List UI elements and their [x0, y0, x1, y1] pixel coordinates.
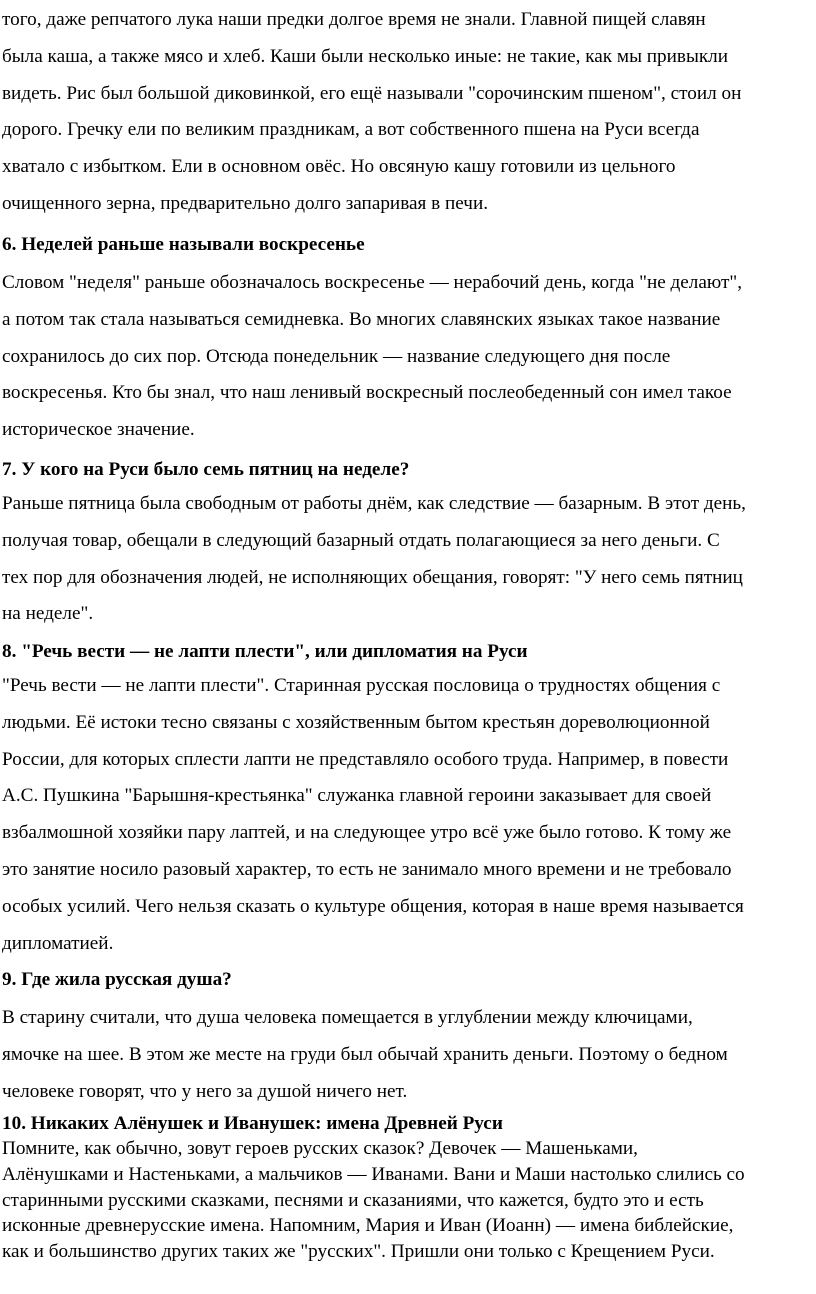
text-line: "Речь вести — не лапти плести". Старинная русская пословица о трудностях общения с: [2, 675, 721, 696]
section-8-paragraph: [2, 668, 814, 962]
text-line: людьми. Её истоки тесно связаны с хозяйственным бытом крестьян дореволюционной: [2, 711, 710, 733]
section-10-paragraph: [2, 1136, 814, 1265]
section-6-paragraph: [2, 265, 814, 449]
text-line: историческое значение.: [2, 419, 195, 441]
text-line: старинными русскими сказками, песнями и сказаниями, что кажется, будто это и есть: [2, 1189, 704, 1211]
text-line: очищенного зерна, предварительно долго запаривая в печи.: [2, 192, 489, 214]
section-8-heading: 8. "Речь вести — не лапти плести", или дипломатия на Руси: [2, 641, 528, 662]
text-line: Раньше пятница была свободным от работы днём, как следствие — базарным. В этот день,: [2, 493, 746, 514]
section-7-paragraph: [2, 486, 814, 633]
text-line: хватало с избытком. Ели в основном овёс. Но овсяную кашу готовили из цельного: [2, 156, 676, 178]
text-line: Помните, как обычно, зовут героев русских сказок? Девочек — Машеньками,: [2, 1138, 638, 1159]
text-line: А.С. Пушкина "Барышня-крестьянка" служанка главной героини заказывает для своей: [2, 785, 712, 807]
text-line: исконные древнерусские имена. Напомним, Мария и Иван (Иоанн) — имена библейские,: [2, 1215, 734, 1237]
text-line: как и большинство других таких же "русских". Пришли они только с Крещением Руси.: [2, 1241, 715, 1263]
section-9-heading: 9. Где жила русская душа?: [2, 969, 232, 990]
section-7-heading: 7. У кого на Руси было семь пятниц на неделе?: [2, 459, 410, 480]
text-line: воскресенья. Кто бы знал, что наш ленивый воскресный послеобеденный сон имел такое: [2, 382, 732, 404]
text-line: тех пор для обозначения людей, не исполняющих обещания, говорят: "У него семь пятниц: [2, 566, 743, 588]
text-line: видеть. Рис был большой диковинкой, его ещё называли "сорочинским пшеном", стоил он: [2, 82, 742, 104]
text-line: Словом "неделя" раньше обозначалось воскресенье — нерабочий день, когда "не делают",: [2, 272, 742, 293]
text-line: дорого. Гречку ели по великим праздникам, а вот собственного пшена на Руси всегда: [2, 119, 700, 141]
text-line: это занятие носило разовый характер, то есть не занимало много времени и не требовало: [2, 858, 732, 880]
text-line: получая товар, обещали в следующий базарный отдать полагающиеся за него деньги. С: [2, 529, 720, 551]
section-10-heading: 10. Никаких Алёнушек и Иванушек: имена Древней Руси: [2, 1113, 503, 1134]
text-line: дипломатией.: [2, 932, 114, 954]
text-line: России, для которых сплести лапти не представляло особого труда. Например, в повести: [2, 748, 729, 770]
section-6-heading: 6. Неделей раньше называли воскресенье: [2, 234, 365, 255]
text-line: В старину считали, что душа человека помещается в углублении между ключицами,: [2, 1007, 693, 1028]
text-line: того, даже репчатого лука наши предки долгое время не знали. Главной пищей славян: [2, 9, 706, 30]
text-line: Алёнушками и Настеньками, а мальчиков — Иванами. Вани и Маши настолько слились со: [2, 1163, 745, 1185]
text-line: взбалмошной хозяйки пару лаптей, и на следующее утро всё уже было готово. К тому же: [2, 822, 732, 844]
text-line: человеке говорят, что у него за душой ничего нет.: [2, 1080, 408, 1102]
text-line: на неделе".: [2, 603, 94, 625]
text-line: а потом так стала называться семидневка. Во многих славянских языках такое название: [2, 308, 721, 330]
text-line: была каша, а также мясо и хлеб. Каши были несколько иные: не такие, как мы привыкли: [2, 45, 729, 67]
section-9-paragraph: [2, 1000, 814, 1110]
text-line: ямочке на шее. В этом же месте на груди был обычай хранить деньги. Поэтому о бедном: [2, 1043, 728, 1065]
text-line: сохранилось до сих пор. Отсюда понедельник — название следующего дня после: [2, 345, 671, 367]
text-line: особых усилий. Чего нельзя сказать о культуре общения, которая в наше время называется: [2, 895, 744, 917]
intro-paragraph: [2, 2, 814, 223]
